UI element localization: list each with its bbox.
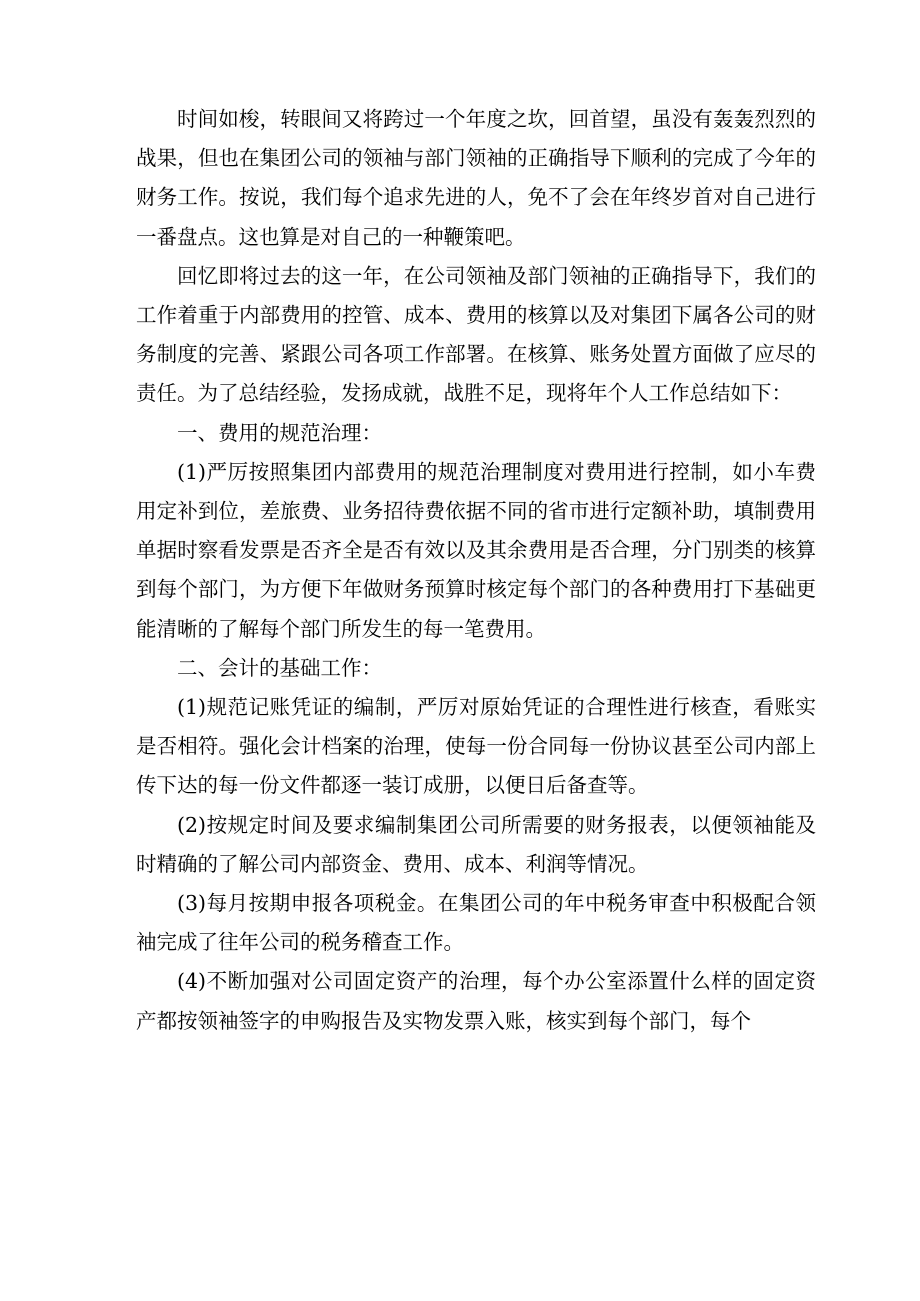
section-heading-accounting-basics: 二、会计的基础工作：	[177, 655, 382, 680]
paragraph-expense-item-1: (1)严厉按照集团内部费用的规范治理制度对费用进行控制，如小车费用定补到位，差旅费、业务招待费依据不同的省市进行定额补助，填制费用单据时察看发票是否齐全是否有效以及其余费用是否合理，分门别类的核算到每个部门，为方便下年做财务预算时核定每个部门的各种费用打下基础更能清晰的了解每个部门所发生的每一笔费用。	[136, 459, 816, 641]
paragraph-review: 回忆即将过去的这一年，在公司领袖及部门领袖的正确指导下，我们的工作着重于内部费用的控管、成本、费用的核算以及对集团下属各公司的财务制度的完善、紧跟公司各项工作部署。在核算、账务处置方面做了应尽的责任。为了总结经验，发扬成就，战胜不足，现将年个人工作总结如下：	[136, 263, 816, 406]
paragraph-intro: 时间如梭，转眼间又将跨过一个年度之坎，回首望，虽没有轰轰烈烈的战果，但也在集团公司的领袖与部门领袖的正确指导下顺利的完成了今年的财务工作。按说，我们每个追求先进的人，免不了会在年终岁首对自己进行一番盘点。这也算是对自己的一种鞭策吧。	[136, 107, 816, 249]
paragraph-accounting-item-1: (1)规范记账凭证的编制，严厉对原始凭证的合理性进行核查，看账实是否相符。强化会计档案的治理，使每一份合同每一份协议甚至公司内部上传下达的每一份文件都逐一装订成册，以便日后备查等。	[136, 695, 816, 798]
document-page	[136, 100, 816, 1041]
section-heading-expense-management: 一、费用的规范治理：	[177, 420, 382, 445]
paragraph-accounting-item-2: (2)按规定时间及要求编制集团公司所需要的财务报表，以便领袖能及时精确的了解公司内部资金、费用、成本、利润等情况。	[136, 812, 816, 876]
paragraph-accounting-item-3: (3)每月按期申报各项税金。在集团公司的年中税务审查中积极配合领袖完成了往年公司的税务稽查工作。	[136, 891, 816, 955]
paragraph-accounting-item-4: (4)不断加强对公司固定资产的治理，每个办公室添置什么样的固定资产都按领袖签字的申购报告及实物发票入账，核实到每个部门，每个	[136, 969, 816, 1033]
